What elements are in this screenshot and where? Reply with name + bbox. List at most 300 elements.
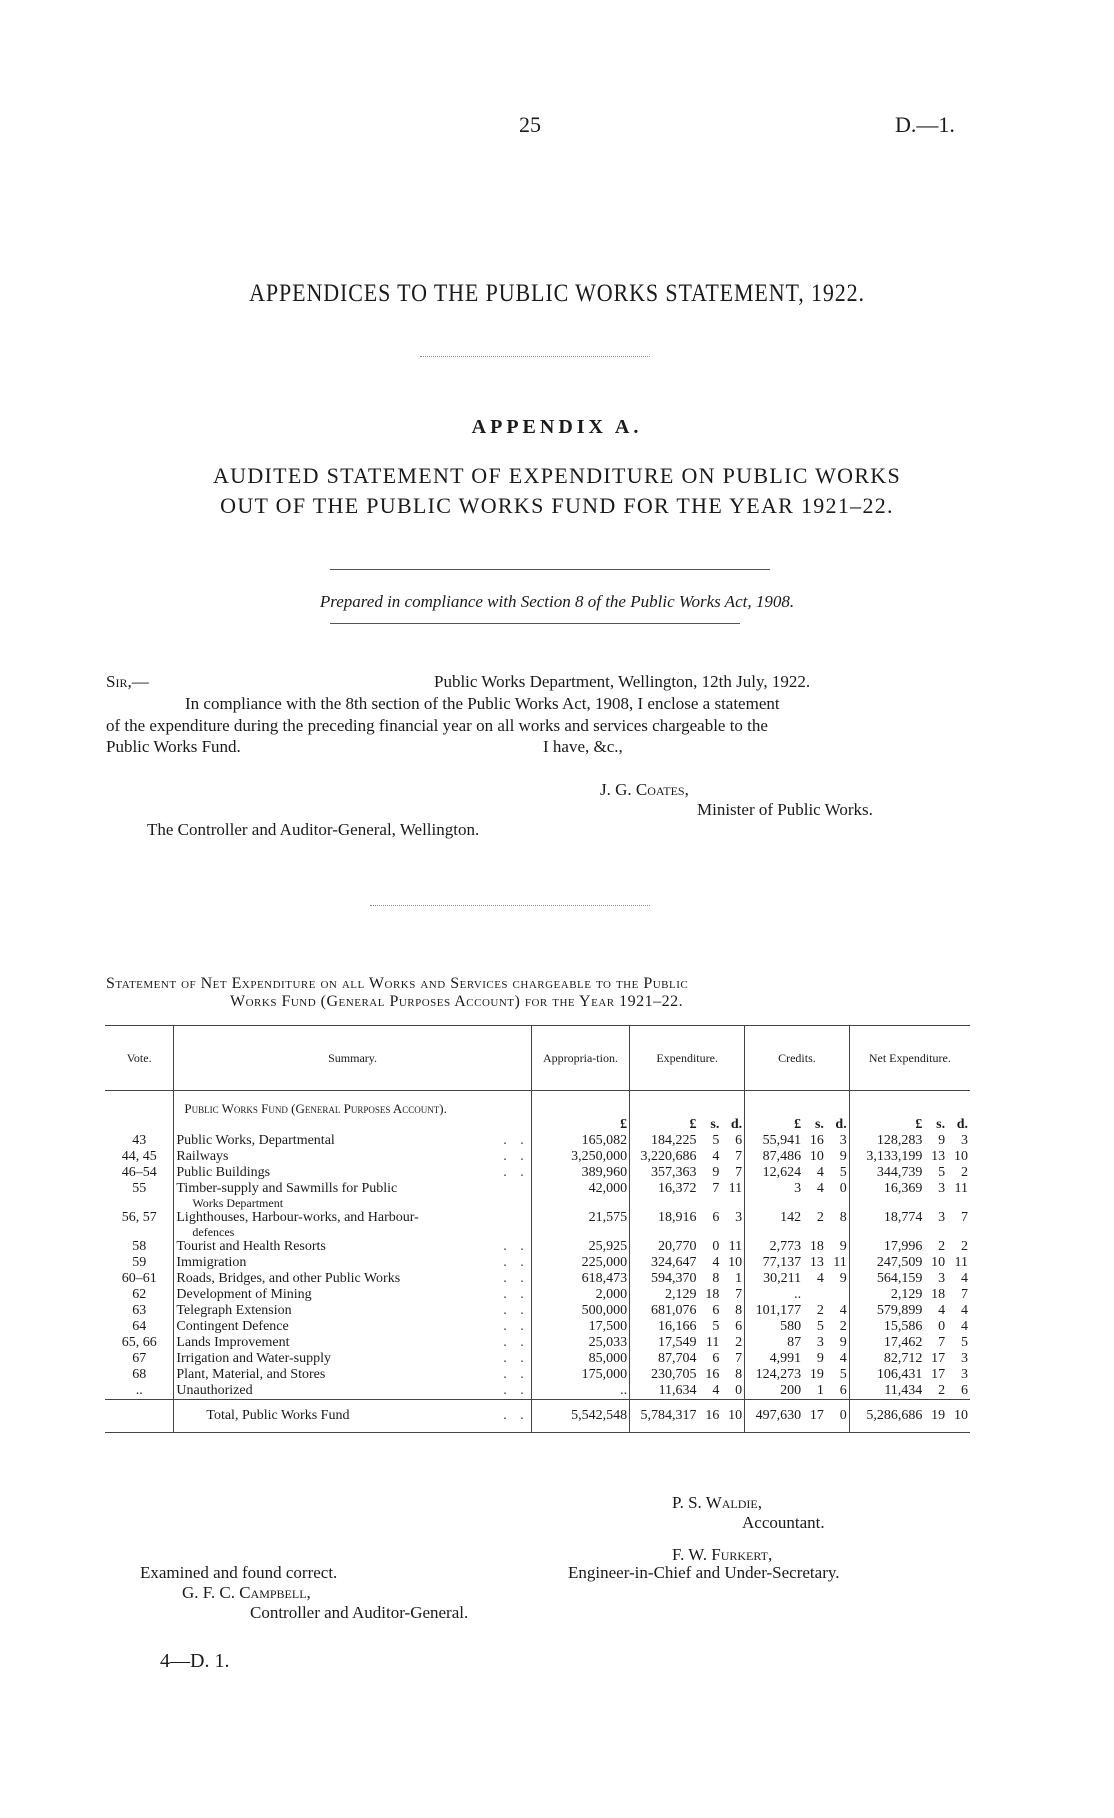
exp-pence: 7 bbox=[735, 1165, 743, 1180]
net-pence: 10 bbox=[954, 1149, 968, 1164]
net-pounds: 17,996 bbox=[849, 1239, 924, 1255]
cred-pounds: 87,486 bbox=[745, 1149, 804, 1165]
leader-dots: . . bbox=[503, 1303, 529, 1318]
exp-pounds: 5,784,317 bbox=[630, 1400, 699, 1433]
net-pence: 6 bbox=[961, 1383, 968, 1398]
total-label: Total, Public Works Fund bbox=[206, 1408, 350, 1423]
letter-body-line2: of the expenditure during the preceding financial year on all works and services chargeable to the bbox=[106, 716, 768, 735]
leader-dots: . . bbox=[503, 1239, 529, 1254]
cred-pence: 5 bbox=[839, 1367, 847, 1382]
appropriation-value: 25,033 bbox=[531, 1335, 629, 1351]
exp-pounds: 324,647 bbox=[630, 1255, 699, 1271]
summary-cell bbox=[174, 1181, 531, 1210]
net-pence: 4 bbox=[961, 1319, 968, 1334]
exp-shillings: 4 bbox=[712, 1383, 720, 1398]
cred-pence: 9 bbox=[839, 1335, 847, 1350]
net-shillings: 2 bbox=[938, 1383, 946, 1398]
net-shillings: 5 bbox=[938, 1165, 946, 1180]
exp-pounds: 230,705 bbox=[630, 1367, 699, 1383]
table-row bbox=[105, 1239, 970, 1255]
exp-pence: 10 bbox=[728, 1255, 743, 1270]
table-row bbox=[105, 1319, 970, 1335]
summary-line bbox=[176, 1181, 528, 1197]
table-row bbox=[105, 1181, 970, 1210]
leader-dots: . . bbox=[503, 1133, 529, 1148]
appropriation-value: 3,250,000 bbox=[531, 1149, 629, 1165]
summary-line bbox=[176, 1133, 528, 1149]
total-row bbox=[105, 1400, 970, 1433]
cred-pence: 2 bbox=[839, 1319, 847, 1334]
net-pounds: 5,286,686 bbox=[849, 1400, 924, 1433]
unit-pence: d. bbox=[835, 1117, 847, 1132]
net-shillings: 17 bbox=[931, 1367, 946, 1382]
exp-shillings: 16 bbox=[699, 1400, 722, 1433]
table-row bbox=[105, 1210, 970, 1239]
divider bbox=[370, 905, 650, 906]
cred-shillings: 19 bbox=[809, 1367, 824, 1382]
summary-line bbox=[176, 1319, 528, 1335]
table-row bbox=[105, 1335, 970, 1351]
summary-line bbox=[176, 1149, 528, 1165]
header-summary: Summary. bbox=[174, 1026, 531, 1091]
footer-code: 4—D. 1. bbox=[160, 1650, 230, 1672]
cred-pence: 8 bbox=[839, 1210, 847, 1225]
vote-number: 56, 57 bbox=[121, 1210, 157, 1225]
appropriation-value: 42,000 bbox=[531, 1181, 629, 1210]
summary-line bbox=[176, 1351, 528, 1367]
net-pence: 2 bbox=[961, 1165, 968, 1180]
vote-number: 65, 66 bbox=[121, 1335, 157, 1350]
leader-dots: . . bbox=[503, 1149, 529, 1164]
net-pounds: 16,369 bbox=[849, 1181, 924, 1210]
exp-shillings: 6 bbox=[712, 1303, 720, 1318]
summary-line bbox=[176, 1271, 528, 1287]
section-heading: Public Works Fund (General Purposes Account). bbox=[174, 1091, 531, 1118]
summary-cell bbox=[174, 1303, 531, 1319]
leader-dots: . . bbox=[503, 1287, 529, 1302]
table-row bbox=[105, 1271, 970, 1287]
leader-dots: . . bbox=[503, 1335, 529, 1350]
net-shillings: 17 bbox=[931, 1351, 946, 1366]
net-pence: 11 bbox=[954, 1255, 968, 1270]
table-row bbox=[105, 1383, 970, 1400]
table-row bbox=[105, 1287, 970, 1303]
appropriation-value: 618,473 bbox=[531, 1271, 629, 1287]
summary-cell bbox=[174, 1319, 531, 1335]
unit-row bbox=[105, 1117, 970, 1133]
appropriation-value: 225,000 bbox=[531, 1255, 629, 1271]
cred-shillings: 18 bbox=[809, 1239, 824, 1254]
cred-pence bbox=[826, 1287, 849, 1303]
summary-continuation: defences bbox=[192, 1225, 235, 1239]
exp-pounds: 681,076 bbox=[630, 1303, 699, 1319]
leader-dots: . . bbox=[503, 1255, 529, 1270]
leader-dots: . . bbox=[503, 1165, 529, 1180]
exp-pounds: 20,770 bbox=[630, 1239, 699, 1255]
table-row bbox=[105, 1351, 970, 1367]
net-shillings: 3 bbox=[938, 1210, 946, 1225]
cred-pence: 5 bbox=[839, 1165, 847, 1180]
net-pounds: 579,899 bbox=[849, 1303, 924, 1319]
cred-pounds: 142 bbox=[745, 1210, 804, 1239]
exp-pence: 6 bbox=[735, 1133, 743, 1148]
exp-pounds: 11,634 bbox=[630, 1383, 699, 1400]
exp-pence: 11 bbox=[728, 1181, 743, 1196]
appropriation-value: 85,000 bbox=[531, 1351, 629, 1367]
cred-pounds: 200 bbox=[745, 1383, 804, 1400]
vote-number: 68 bbox=[132, 1367, 147, 1382]
cred-pounds: 12,624 bbox=[745, 1165, 804, 1181]
net-pounds: 128,283 bbox=[849, 1133, 924, 1149]
exp-shillings: 16 bbox=[705, 1367, 720, 1382]
net-shillings: 9 bbox=[938, 1133, 946, 1148]
summary-cell bbox=[174, 1367, 531, 1383]
engineer-title: Engineer-in-Chief and Under-Secretary. bbox=[568, 1563, 840, 1582]
exp-pounds: 17,549 bbox=[630, 1335, 699, 1351]
vote-number: .. bbox=[135, 1383, 143, 1398]
vote-number: 63 bbox=[132, 1303, 147, 1318]
summary-cell bbox=[174, 1271, 531, 1287]
exp-pounds: 594,370 bbox=[630, 1271, 699, 1287]
cred-pounds: 580 bbox=[745, 1319, 804, 1335]
summary-label: Public Works, Departmental bbox=[176, 1133, 335, 1148]
cred-pence: 0 bbox=[839, 1181, 847, 1196]
cred-pence: 6 bbox=[839, 1383, 847, 1398]
unit-pence: d. bbox=[956, 1117, 968, 1132]
vote-number: 64 bbox=[132, 1319, 147, 1334]
table-row bbox=[105, 1367, 970, 1383]
cred-pounds: 55,941 bbox=[745, 1133, 804, 1149]
exp-pence: 7 bbox=[735, 1287, 743, 1302]
net-shillings: 2 bbox=[938, 1239, 946, 1254]
summary-cell bbox=[174, 1383, 531, 1400]
cred-shillings: 9 bbox=[816, 1351, 824, 1366]
summary-label: Roads, Bridges, and other Public Works bbox=[176, 1271, 401, 1286]
net-pounds: 247,509 bbox=[849, 1255, 924, 1271]
exp-pounds: 184,225 bbox=[630, 1133, 699, 1149]
net-shillings: 10 bbox=[931, 1255, 946, 1270]
exp-pounds: 357,363 bbox=[630, 1165, 699, 1181]
appropriation-value: 500,000 bbox=[531, 1303, 629, 1319]
net-pence: 3 bbox=[961, 1367, 968, 1382]
leader-dots: . . bbox=[503, 1351, 529, 1366]
vote-number: 67 bbox=[132, 1351, 147, 1366]
summary-cell bbox=[174, 1210, 531, 1239]
cred-shillings: 13 bbox=[809, 1255, 824, 1270]
exp-pence: 3 bbox=[735, 1210, 743, 1225]
cred-pence: 9 bbox=[839, 1271, 847, 1286]
summary-label: Development of Mining bbox=[176, 1287, 312, 1302]
exp-pounds: 16,166 bbox=[630, 1319, 699, 1335]
exp-pounds: 16,372 bbox=[630, 1181, 699, 1210]
leader-dots: . . bbox=[503, 1367, 529, 1382]
unit-pound: £ bbox=[630, 1117, 699, 1133]
exp-pence: 10 bbox=[721, 1400, 744, 1433]
divider bbox=[330, 569, 770, 570]
cred-shillings: 17 bbox=[803, 1400, 826, 1433]
exp-pounds: 87,704 bbox=[630, 1351, 699, 1367]
exp-pence: 7 bbox=[735, 1149, 743, 1164]
summary-cell bbox=[174, 1239, 531, 1255]
leader-dots: . . bbox=[503, 1408, 529, 1423]
letter-salutation: Sir,— bbox=[106, 672, 149, 691]
statement-title-line1: Statement of Net Expenditure on all Works and Services chargeable to the Public bbox=[106, 975, 689, 992]
net-shillings: 19 bbox=[924, 1400, 947, 1433]
cred-pence: 9 bbox=[839, 1149, 847, 1164]
summary-label: Immigration bbox=[176, 1255, 247, 1270]
net-pence: 10 bbox=[947, 1400, 970, 1433]
net-pounds: 18,774 bbox=[849, 1210, 924, 1239]
net-pounds: 82,712 bbox=[849, 1351, 924, 1367]
cred-pence: 3 bbox=[839, 1133, 847, 1148]
summary-cell bbox=[174, 1400, 531, 1433]
net-pence: 5 bbox=[961, 1335, 968, 1350]
net-pounds: 3,133,199 bbox=[849, 1149, 924, 1165]
appropriation-value: 2,000 bbox=[531, 1287, 629, 1303]
exp-pounds: 2,129 bbox=[630, 1287, 699, 1303]
exp-pence: 7 bbox=[735, 1351, 743, 1366]
net-pounds: 564,159 bbox=[849, 1271, 924, 1287]
statement-title-line2: Works Fund (General Purposes Account) for the Year 1921–22. bbox=[230, 993, 684, 1010]
summary-cell bbox=[174, 1335, 531, 1351]
appendix-heading: APPENDIX A. bbox=[471, 416, 643, 438]
cred-shillings: 10 bbox=[809, 1149, 824, 1164]
summary-cell bbox=[174, 1133, 531, 1149]
controller-title: Controller and Auditor-General. bbox=[250, 1603, 469, 1622]
net-pounds: 15,586 bbox=[849, 1319, 924, 1335]
exp-shillings: 5 bbox=[712, 1319, 720, 1334]
summary-line bbox=[176, 1383, 528, 1399]
letter-closing: I have, &c., bbox=[543, 737, 623, 756]
net-shillings: 4 bbox=[938, 1303, 946, 1318]
exp-shillings: 18 bbox=[705, 1287, 720, 1302]
summary-label: Irrigation and Water-supply bbox=[176, 1351, 331, 1366]
engineer-name: F. W. Furkert, bbox=[672, 1545, 773, 1564]
appropriation-value: 165,082 bbox=[531, 1133, 629, 1149]
exp-pence: 6 bbox=[735, 1319, 743, 1334]
leader-dots: . . bbox=[503, 1319, 529, 1334]
summary-continuation: Works Department bbox=[192, 1196, 284, 1210]
exp-pence: 2 bbox=[735, 1335, 743, 1350]
unit-pence: d. bbox=[730, 1117, 743, 1132]
cred-pounds: 3 bbox=[745, 1181, 804, 1210]
cred-pence: 11 bbox=[833, 1255, 847, 1270]
appropriation-value: .. bbox=[531, 1383, 629, 1400]
summary-cell bbox=[174, 1165, 531, 1181]
cred-shillings: 5 bbox=[816, 1319, 824, 1334]
exp-pence: 1 bbox=[735, 1271, 743, 1286]
letter-address: Public Works Department, Wellington, 12th July, 1922. bbox=[434, 672, 811, 691]
cred-pounds: 497,630 bbox=[745, 1400, 804, 1433]
table-row bbox=[105, 1255, 970, 1271]
appendices-title: APPENDICES TO THE PUBLIC WORKS STATEMENT, 1922. bbox=[249, 280, 865, 307]
table-header-row bbox=[105, 1026, 970, 1091]
cred-pence: 9 bbox=[839, 1239, 847, 1254]
cred-shillings: 4 bbox=[816, 1271, 824, 1286]
unit-pound: £ bbox=[849, 1117, 924, 1133]
summary-line bbox=[176, 1210, 528, 1226]
summary-line bbox=[176, 1303, 528, 1319]
cred-shillings: 2 bbox=[816, 1210, 824, 1225]
summary-label: Timber-supply and Sawmills for Public bbox=[176, 1181, 398, 1196]
vote-number bbox=[105, 1400, 174, 1433]
table-row bbox=[105, 1165, 970, 1181]
summary-label: Tourist and Health Resorts bbox=[176, 1239, 326, 1254]
vote-number: 58 bbox=[132, 1239, 147, 1254]
exp-shillings: 11 bbox=[705, 1335, 720, 1350]
net-shillings: 3 bbox=[938, 1181, 946, 1196]
cred-pounds: 30,211 bbox=[745, 1271, 804, 1287]
summary-line bbox=[176, 1367, 528, 1383]
appropriation-value: 175,000 bbox=[531, 1367, 629, 1383]
cred-pence: 0 bbox=[826, 1400, 849, 1433]
net-shillings: 3 bbox=[938, 1271, 946, 1286]
unit-shilling: s. bbox=[814, 1117, 824, 1132]
exp-shillings: 4 bbox=[712, 1255, 720, 1270]
total-appropriation: 5,542,548 bbox=[531, 1400, 629, 1433]
exp-pounds: 3,220,686 bbox=[630, 1149, 699, 1165]
exp-pounds: 18,916 bbox=[630, 1210, 699, 1239]
leader-dots: . . bbox=[503, 1383, 529, 1398]
summary-cell bbox=[174, 1149, 531, 1165]
cred-shillings: 2 bbox=[816, 1303, 824, 1318]
cred-pounds: 101,177 bbox=[745, 1303, 804, 1319]
vote-number: 60–61 bbox=[121, 1271, 157, 1286]
summary-label: Contingent Defence bbox=[176, 1319, 289, 1334]
vote-number: 55 bbox=[132, 1181, 147, 1196]
net-pence: 4 bbox=[961, 1303, 968, 1318]
letter-signer-title: Minister of Public Works. bbox=[697, 800, 873, 819]
vote-number: 44, 45 bbox=[121, 1149, 157, 1164]
cred-pounds: 4,991 bbox=[745, 1351, 804, 1367]
exp-pence: 11 bbox=[728, 1239, 743, 1254]
exp-shillings: 5 bbox=[712, 1133, 720, 1148]
letter-body-line1: In compliance with the 8th section of the Public Works Act, 1908, I enclose a statement bbox=[185, 694, 780, 713]
accountant-name: P. S. Waldie, bbox=[672, 1493, 763, 1512]
header-vote: Vote. bbox=[105, 1026, 174, 1091]
unit-pound: £ bbox=[745, 1117, 804, 1133]
cred-shillings bbox=[803, 1287, 826, 1303]
net-pence: 7 bbox=[961, 1210, 968, 1225]
cred-shillings: 4 bbox=[816, 1165, 824, 1180]
table-row bbox=[105, 1133, 970, 1149]
cred-pounds: 124,273 bbox=[745, 1367, 804, 1383]
summary-label: Railways bbox=[176, 1149, 229, 1164]
net-pence: 4 bbox=[961, 1271, 968, 1286]
vote-number: 43 bbox=[132, 1133, 147, 1148]
exp-pence: 8 bbox=[735, 1303, 743, 1318]
summary-label: Lighthouses, Harbour-works, and Harbour- bbox=[176, 1210, 419, 1225]
summary-line bbox=[176, 1335, 528, 1351]
audited-title-line2: OUT OF THE PUBLIC WORKS FUND FOR THE YEAR 1921–22. bbox=[220, 493, 894, 518]
exp-shillings: 0 bbox=[712, 1239, 720, 1254]
table-row bbox=[105, 1303, 970, 1319]
exp-shillings: 4 bbox=[712, 1149, 720, 1164]
net-pounds: 2,129 bbox=[849, 1287, 924, 1303]
summary-label: Plant, Material, and Stores bbox=[176, 1367, 326, 1382]
summary-cell bbox=[174, 1351, 531, 1367]
appropriation-value: 389,960 bbox=[531, 1165, 629, 1181]
exp-shillings: 9 bbox=[712, 1165, 720, 1180]
net-pounds: 344,739 bbox=[849, 1165, 924, 1181]
summary-cell bbox=[174, 1287, 531, 1303]
appropriation-value: 25,925 bbox=[531, 1239, 629, 1255]
exp-shillings: 6 bbox=[712, 1351, 720, 1366]
appropriation-value: 17,500 bbox=[531, 1319, 629, 1335]
prepared-note: Prepared in compliance with Section 8 of the Public Works Act, 1908. bbox=[319, 592, 795, 611]
summary-line bbox=[176, 1239, 528, 1255]
net-shillings: 7 bbox=[938, 1335, 946, 1350]
examined-note: Examined and found correct. bbox=[140, 1563, 338, 1582]
divider bbox=[420, 356, 650, 357]
controller-name: G. F. C. Campbell, bbox=[182, 1583, 311, 1602]
summary-label: Lands Improvement bbox=[176, 1335, 290, 1350]
net-pounds: 17,462 bbox=[849, 1335, 924, 1351]
cred-pounds: .. bbox=[745, 1287, 804, 1303]
net-pence: 11 bbox=[954, 1181, 968, 1196]
net-pounds: 106,431 bbox=[849, 1367, 924, 1383]
net-pence: 3 bbox=[961, 1133, 968, 1148]
summary-line bbox=[176, 1408, 528, 1424]
cred-shillings: 3 bbox=[816, 1335, 824, 1350]
header-appropriation: Appropria-tion. bbox=[531, 1026, 629, 1091]
cred-pounds: 77,137 bbox=[745, 1255, 804, 1271]
letter-signer: J. G. Coates, bbox=[600, 780, 689, 799]
net-pence: 3 bbox=[961, 1351, 968, 1366]
vote-number: 59 bbox=[132, 1255, 147, 1270]
letter-body-line3: Public Works Fund. bbox=[106, 737, 241, 756]
cred-pence: 4 bbox=[839, 1303, 847, 1318]
net-shillings: 18 bbox=[931, 1287, 946, 1302]
table-row bbox=[105, 1149, 970, 1165]
header-net-expenditure: Net Expenditure. bbox=[849, 1026, 970, 1091]
header-credits: Credits. bbox=[745, 1026, 850, 1091]
summary-line bbox=[176, 1165, 528, 1181]
net-pounds: 11,434 bbox=[849, 1383, 924, 1400]
net-pence: 2 bbox=[961, 1239, 968, 1254]
summary-label: Telegraph Extension bbox=[176, 1303, 292, 1318]
exp-pence: 8 bbox=[735, 1367, 743, 1382]
exp-shillings: 6 bbox=[712, 1210, 720, 1225]
summary-label: Public Buildings bbox=[176, 1165, 271, 1180]
cred-shillings: 16 bbox=[809, 1133, 824, 1148]
summary-line bbox=[176, 1287, 528, 1303]
cred-shillings: 1 bbox=[816, 1383, 824, 1398]
section-heading-row bbox=[105, 1091, 970, 1118]
cred-pounds: 87 bbox=[745, 1335, 804, 1351]
summary-cell bbox=[174, 1255, 531, 1271]
leader-dots: . . bbox=[503, 1271, 529, 1286]
document-code: D.—1. bbox=[895, 112, 955, 137]
accountant-title: Accountant. bbox=[742, 1513, 825, 1532]
summary-line bbox=[176, 1255, 528, 1271]
summary-label: Unauthorized bbox=[176, 1383, 253, 1398]
expenditure-table bbox=[105, 1025, 970, 1433]
unit-shilling: s. bbox=[936, 1117, 946, 1132]
page-number: 25 bbox=[519, 112, 541, 137]
header-expenditure: Expenditure. bbox=[630, 1026, 745, 1091]
net-shillings: 13 bbox=[931, 1149, 946, 1164]
cred-pence: 4 bbox=[839, 1351, 847, 1366]
net-pence: 7 bbox=[961, 1287, 968, 1302]
exp-pence: 0 bbox=[735, 1383, 743, 1398]
unit-pound: £ bbox=[531, 1117, 629, 1133]
vote-number: 46–54 bbox=[121, 1165, 157, 1180]
vote-number: 62 bbox=[132, 1287, 147, 1302]
exp-shillings: 8 bbox=[712, 1271, 720, 1286]
appropriation-value: 21,575 bbox=[531, 1210, 629, 1239]
letter-addressee: The Controller and Auditor-General, Wellington. bbox=[147, 820, 480, 839]
